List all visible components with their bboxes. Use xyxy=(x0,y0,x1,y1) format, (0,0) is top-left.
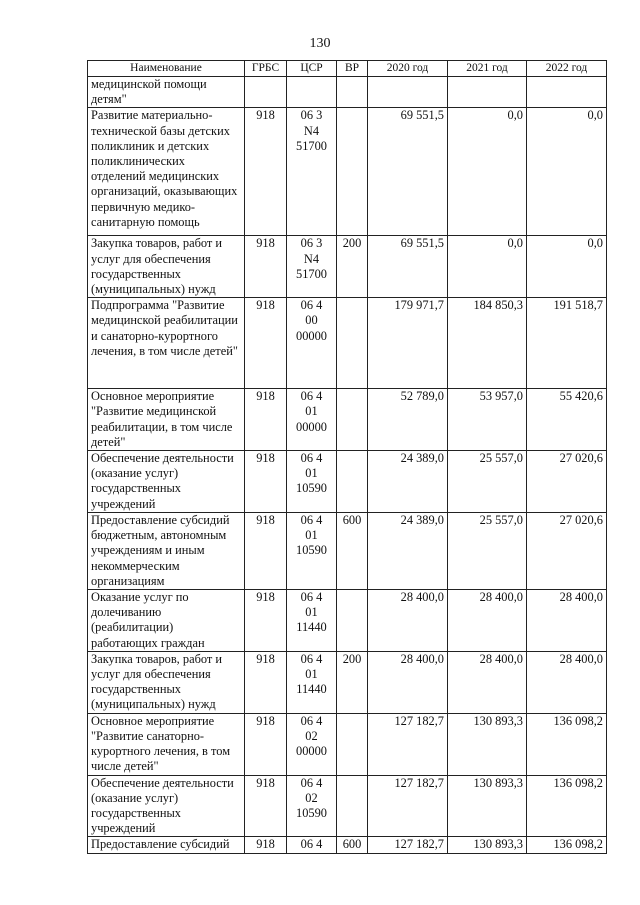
cell-name: Подпрограмма "Развитие медицинской реабилитации и санаторно-курортного лечения, в том числе детей" xyxy=(88,298,245,389)
cell-2021: 25 557,0 xyxy=(448,451,527,513)
cell-csr xyxy=(287,513,337,590)
cell-2021: 130 893,3 xyxy=(448,713,527,775)
cell-2020: 127 182,7 xyxy=(368,775,448,837)
page-number: 130 xyxy=(309,36,331,51)
cell-csr xyxy=(287,713,337,775)
cell-name: Обеспечение деятельности (оказание услуг) государственных учреждений xyxy=(88,451,245,513)
csr-code-line: 06 4 xyxy=(300,775,323,790)
csr-code-line: 06 4 xyxy=(300,590,323,605)
header-csr: ЦСР xyxy=(287,61,337,77)
cell-2020: 69 551,5 xyxy=(368,236,448,298)
cell-csr xyxy=(287,108,337,236)
table-row xyxy=(88,775,607,837)
cell-2020: 24 389,0 xyxy=(368,513,448,590)
cell-2022: 0,0 xyxy=(527,236,607,298)
cell-vr xyxy=(337,108,368,236)
csr-code-line: 00000 xyxy=(296,328,327,343)
csr-code-line: 06 3 xyxy=(300,108,323,123)
cell-vr xyxy=(337,389,368,451)
cell-2022: 28 400,0 xyxy=(527,590,607,652)
table-row xyxy=(88,513,607,590)
cell-name: Закупка товаров, работ и услуг для обеспечения государственных (муниципальных) нужд xyxy=(88,236,245,298)
cell-2021: 0,0 xyxy=(448,236,527,298)
csr-code-line: 01 xyxy=(305,667,318,682)
cell-grbs xyxy=(245,77,287,108)
csr-code-line: 01 xyxy=(305,404,318,419)
cell-2020: 127 182,7 xyxy=(368,713,448,775)
cell-name: Основное мероприятие "Развитие медицинской реабилитации, в том числе детей" xyxy=(88,389,245,451)
csr-code-line: N4 xyxy=(303,251,320,266)
csr-code-line: 06 4 xyxy=(300,513,323,528)
header-name: Наименование xyxy=(88,61,245,77)
cell-2021: 130 893,3 xyxy=(448,775,527,837)
cell-2020: 52 789,0 xyxy=(368,389,448,451)
cell-name: Предоставление субсидий бюджетным, автономным учреждениям и иным некоммерческим организациям xyxy=(88,513,245,590)
cell-vr xyxy=(337,451,368,513)
table-header-row xyxy=(88,61,607,77)
csr-code-line: 06 4 xyxy=(300,651,323,666)
csr-code-line: 00000 xyxy=(296,419,327,434)
table-row xyxy=(88,108,607,236)
header-2022: 2022 год xyxy=(527,61,607,77)
cell-2021: 28 400,0 xyxy=(448,651,527,713)
header-grbs: ГРБС xyxy=(245,61,287,77)
cell-grbs: 918 xyxy=(245,389,287,451)
cell-2021: 28 400,0 xyxy=(448,590,527,652)
cell-2022: 191 518,7 xyxy=(527,298,607,389)
csr-code-line: 01 xyxy=(305,605,318,620)
csr-code-line: 01 xyxy=(305,528,318,543)
csr-code-line: 06 4 xyxy=(300,389,323,404)
csr-code-line: 06 4 xyxy=(300,837,323,852)
cell-csr xyxy=(287,590,337,652)
table-row xyxy=(88,837,607,854)
cell-2020: 179 971,7 xyxy=(368,298,448,389)
cell-2021: 0,0 xyxy=(448,108,527,236)
csr-code-line: 10590 xyxy=(296,481,327,496)
csr-code-line: 06 4 xyxy=(300,298,323,313)
cell-csr xyxy=(287,298,337,389)
cell-2020: 127 182,7 xyxy=(368,837,448,854)
cell-csr xyxy=(287,837,337,854)
csr-code-line: 01 xyxy=(305,466,318,481)
cell-grbs: 918 xyxy=(245,837,287,854)
csr-code-line: 51700 xyxy=(296,266,327,281)
csr-code-line: 02 xyxy=(305,729,318,744)
csr-code-line: 10590 xyxy=(296,543,327,558)
cell-csr xyxy=(287,451,337,513)
cell-csr xyxy=(287,775,337,837)
cell-vr: 600 xyxy=(337,513,368,590)
cell-csr xyxy=(287,651,337,713)
cell-2022: 136 098,2 xyxy=(527,837,607,854)
cell-csr xyxy=(287,236,337,298)
cell-vr xyxy=(337,775,368,837)
cell-grbs: 918 xyxy=(245,651,287,713)
cell-grbs: 918 xyxy=(245,590,287,652)
csr-code-line: 00 xyxy=(305,313,318,328)
cell-name: Развитие материально-технической базы детских поликлиник и детских поликлинических отделений медицинских организаций, оказывающих первичную медико-санитарную помощь xyxy=(88,108,245,236)
table-row xyxy=(88,713,607,775)
csr-code-line: 06 4 xyxy=(300,451,323,466)
cell-vr: 600 xyxy=(337,837,368,854)
csr-code-line: 02 xyxy=(305,790,318,805)
cell-name: Основное мероприятие "Развитие санаторно-курортного лечения, в том числе детей" xyxy=(88,713,245,775)
cell-vr xyxy=(337,590,368,652)
cell-2022: 55 420,6 xyxy=(527,389,607,451)
table-row xyxy=(88,651,607,713)
cell-2022 xyxy=(527,77,607,108)
cell-2021: 53 957,0 xyxy=(448,389,527,451)
cell-2020: 28 400,0 xyxy=(368,590,448,652)
csr-code-line: 11440 xyxy=(296,682,327,697)
cell-name: Предоставление субсидий xyxy=(88,837,245,854)
csr-code-line: 11440 xyxy=(296,620,327,635)
cell-name: медицинской помощи детям" xyxy=(88,77,245,108)
cell-2022: 28 400,0 xyxy=(527,651,607,713)
csr-code-line: 10590 xyxy=(296,806,327,821)
cell-csr xyxy=(287,77,337,108)
cell-name: Оказание услуг по долечиванию (реабилитации) работающих граждан xyxy=(88,590,245,652)
cell-vr: 200 xyxy=(337,651,368,713)
cell-name: Закупка товаров, работ и услуг для обеспечения государственных (муниципальных) нужд xyxy=(88,651,245,713)
csr-code-line: 06 4 xyxy=(300,713,323,728)
csr-code-line: 51700 xyxy=(296,138,327,153)
header-2020: 2020 год xyxy=(368,61,448,77)
cell-2022: 0,0 xyxy=(527,108,607,236)
cell-2020: 28 400,0 xyxy=(368,651,448,713)
table-row xyxy=(88,389,607,451)
table-row xyxy=(88,77,607,108)
cell-grbs: 918 xyxy=(245,298,287,389)
cell-2021: 25 557,0 xyxy=(448,513,527,590)
cell-vr xyxy=(337,713,368,775)
cell-grbs: 918 xyxy=(245,513,287,590)
cell-2020 xyxy=(368,77,448,108)
header-2021: 2021 год xyxy=(448,61,527,77)
cell-vr: 200 xyxy=(337,236,368,298)
cell-vr xyxy=(337,298,368,389)
cell-vr xyxy=(337,77,368,108)
table-row xyxy=(88,298,607,389)
cell-2020: 69 551,5 xyxy=(368,108,448,236)
table-row xyxy=(88,236,607,298)
cell-2022: 136 098,2 xyxy=(527,775,607,837)
cell-2022: 27 020,6 xyxy=(527,451,607,513)
cell-2021: 130 893,3 xyxy=(448,837,527,854)
budget-table xyxy=(87,60,607,854)
cell-grbs: 918 xyxy=(245,713,287,775)
table-row xyxy=(88,451,607,513)
cell-csr xyxy=(287,389,337,451)
csr-code-line: N4 xyxy=(303,123,320,138)
cell-name: Обеспечение деятельности (оказание услуг) государственных учреждений xyxy=(88,775,245,837)
cell-grbs: 918 xyxy=(245,236,287,298)
cell-2021: 184 850,3 xyxy=(448,298,527,389)
header-vr: ВР xyxy=(337,61,368,77)
cell-grbs: 918 xyxy=(245,451,287,513)
table-row xyxy=(88,590,607,652)
cell-grbs: 918 xyxy=(245,775,287,837)
cell-grbs: 918 xyxy=(245,108,287,236)
cell-2020: 24 389,0 xyxy=(368,451,448,513)
cell-2022: 136 098,2 xyxy=(527,713,607,775)
csr-code-line: 06 3 xyxy=(300,236,323,251)
csr-code-line: 00000 xyxy=(296,744,327,759)
table-body xyxy=(88,77,607,854)
cell-2022: 27 020,6 xyxy=(527,513,607,590)
cell-2021 xyxy=(448,77,527,108)
